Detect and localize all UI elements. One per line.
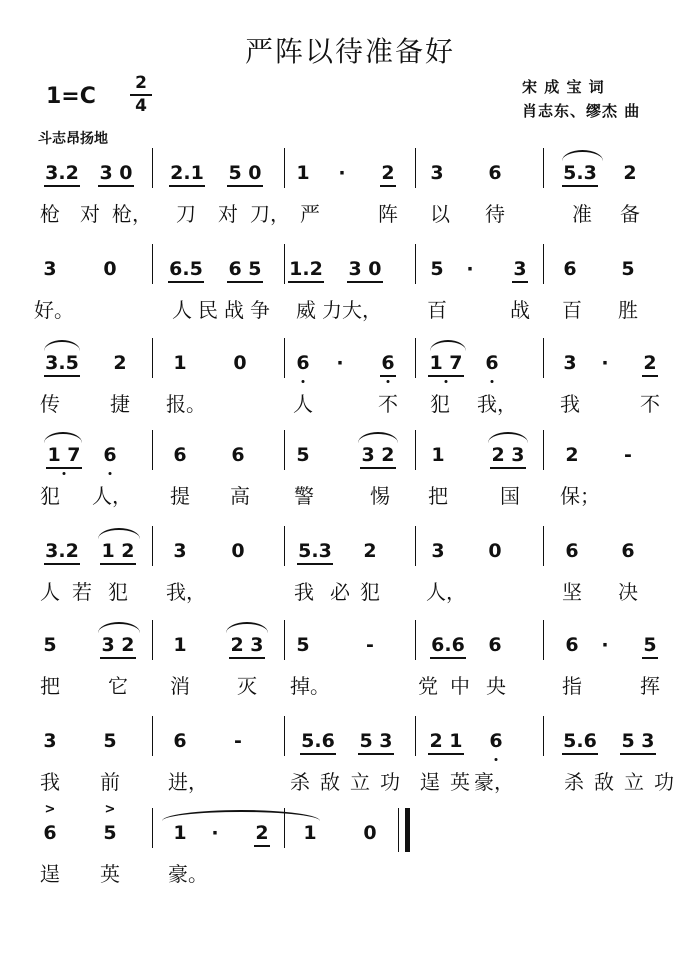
note: 3.5 — [45, 352, 79, 374]
slur — [226, 622, 268, 633]
lyric: 争 — [250, 298, 270, 322]
slur — [44, 432, 82, 443]
barline — [284, 430, 285, 470]
lyric: 大， — [342, 298, 382, 322]
lyric: 敌 — [594, 770, 614, 794]
lyric: 威 — [296, 298, 316, 322]
note-underline — [428, 753, 464, 755]
barline — [415, 620, 416, 660]
lyric: 我， — [166, 580, 206, 604]
note-underline — [100, 657, 136, 659]
final-barline — [405, 808, 410, 852]
octave-dot — [491, 380, 494, 383]
note: 3 — [431, 540, 445, 562]
octave-dot — [495, 758, 498, 761]
note-underline — [620, 753, 656, 755]
lyric: 对 — [218, 202, 238, 226]
note-underline — [288, 281, 324, 283]
slur — [430, 340, 466, 351]
note-underline — [46, 467, 82, 469]
lyric: 以 — [430, 202, 450, 226]
lyric: 力 — [322, 298, 342, 322]
key-signature: 1=C — [46, 84, 96, 109]
lyric: 豪。 — [168, 862, 208, 886]
note: 5 — [643, 634, 657, 656]
lyric: 逞 — [420, 770, 440, 794]
lyric: 人 — [40, 580, 60, 604]
time-signature — [130, 74, 152, 116]
barline — [543, 716, 544, 756]
lyric: 豪， — [474, 770, 514, 794]
note-underline — [44, 563, 80, 565]
meter-top: 2 — [135, 73, 147, 93]
note: 3 2 — [361, 444, 395, 466]
slur — [44, 340, 80, 351]
barline — [284, 620, 285, 660]
note: 1 — [431, 444, 445, 466]
barline — [152, 620, 153, 660]
note: 6 — [173, 730, 187, 752]
note-underline — [490, 467, 526, 469]
lyric: 百 — [562, 298, 582, 322]
lyric: 人 — [293, 392, 313, 416]
note: 3 — [563, 352, 577, 374]
note: 2 — [113, 352, 127, 374]
note-underline — [360, 467, 396, 469]
lyric: 对 — [80, 202, 100, 226]
lyric: 不 — [378, 392, 398, 416]
slur — [98, 622, 140, 633]
note: - — [234, 730, 242, 752]
note: 5.3 — [563, 162, 597, 184]
note: 3 0 — [348, 258, 382, 280]
note-underline — [562, 185, 598, 187]
note: 3 — [43, 258, 57, 280]
note-underline — [297, 563, 333, 565]
barline — [415, 430, 416, 470]
note: 2 1 — [429, 730, 463, 752]
note: 5 — [103, 822, 117, 844]
note: 3.2 — [45, 540, 79, 562]
slur — [98, 528, 140, 539]
barline — [152, 430, 153, 470]
tempo-marking: 斗志昂扬地 — [38, 131, 108, 147]
barline — [415, 338, 416, 378]
lyric: 坚 — [562, 580, 582, 604]
lyric: 逞 — [40, 862, 60, 886]
note: 6 — [43, 822, 57, 844]
note: 6 5 — [228, 258, 262, 280]
barline — [543, 526, 544, 566]
song-title: 严阵以待准备好 — [244, 35, 455, 68]
note-underline — [168, 281, 204, 283]
lyric: 百 — [427, 298, 447, 322]
barline — [152, 716, 153, 756]
barline — [152, 526, 153, 566]
note: 2 3 — [491, 444, 525, 466]
lyric: 待 — [485, 202, 505, 226]
lyric: 传 — [40, 392, 60, 416]
note-underline — [642, 375, 658, 377]
note: 1 2 — [101, 540, 135, 562]
note: 3 0 — [99, 162, 133, 184]
accent-mark: > — [104, 802, 116, 817]
lyric: 立 — [624, 770, 644, 794]
note-underline — [98, 185, 134, 187]
octave-dot — [387, 380, 390, 383]
accent-mark: > — [44, 802, 56, 817]
note: 6 — [485, 352, 499, 374]
lyric: 英 — [100, 862, 120, 886]
note: 6 — [381, 352, 395, 374]
octave-dot — [302, 380, 305, 383]
note: 2 — [381, 162, 395, 184]
lyric: 进， — [168, 770, 208, 794]
lyric: 中 — [450, 674, 470, 698]
lyric: 杀 — [564, 770, 584, 794]
lyric: 把 — [428, 484, 448, 508]
note-underline — [428, 375, 464, 377]
note: 5.6 — [301, 730, 335, 752]
note-underline — [254, 845, 270, 847]
note: 6 — [488, 634, 502, 656]
note: 3 2 — [101, 634, 135, 656]
note: 0 — [233, 352, 247, 374]
note: 2 — [565, 444, 579, 466]
lyricist-credit: 宋 成 宝 词 — [522, 78, 605, 96]
note: · — [466, 258, 474, 280]
barline — [398, 808, 399, 852]
lyric: 消 — [170, 674, 190, 698]
note: 2.1 — [170, 162, 204, 184]
lyric: 犯 — [360, 580, 380, 604]
lyric: 捷 — [110, 392, 130, 416]
note-underline — [44, 185, 80, 187]
slur — [162, 810, 320, 821]
barline — [543, 338, 544, 378]
lyric: 央 — [486, 674, 506, 698]
lyric: 严 — [300, 202, 320, 226]
note: 3 — [43, 730, 57, 752]
note: 1 — [296, 162, 310, 184]
barline — [152, 148, 153, 188]
note: · — [601, 634, 609, 656]
slur — [562, 150, 603, 161]
barline — [284, 526, 285, 566]
lyric: 警 — [294, 484, 314, 508]
note-underline — [430, 657, 466, 659]
octave-dot — [63, 472, 66, 475]
barline — [543, 430, 544, 470]
lyric: 敌 — [320, 770, 340, 794]
note: 6 — [489, 730, 503, 752]
barline — [284, 244, 285, 284]
lyric: 党 — [418, 674, 438, 698]
note: 0 — [363, 822, 377, 844]
note: 2 — [623, 162, 637, 184]
barline — [415, 244, 416, 284]
lyric: 前 — [100, 770, 120, 794]
note: 6 — [296, 352, 310, 374]
note: 1 — [173, 634, 187, 656]
lyric: 报。 — [166, 392, 206, 416]
note: 5 — [103, 730, 117, 752]
barline — [543, 244, 544, 284]
barline — [152, 808, 153, 848]
lyric: 人， — [92, 484, 132, 508]
note-underline — [380, 185, 396, 187]
lyric: 功 — [654, 770, 674, 794]
note: 5 — [621, 258, 635, 280]
note: 1 — [173, 822, 187, 844]
barline — [152, 338, 153, 378]
note: 3 — [513, 258, 527, 280]
lyric: 必 — [330, 580, 350, 604]
lyric: 挥 — [640, 674, 660, 698]
lyric: 若 — [72, 580, 92, 604]
lyric: 把 — [40, 674, 60, 698]
barline — [284, 716, 285, 756]
note: 1 7 — [429, 352, 463, 374]
lyric: 我 — [40, 770, 60, 794]
note: 2 — [255, 822, 269, 844]
lyric: 杀 — [290, 770, 310, 794]
note: 2 — [643, 352, 657, 374]
composer-credit: 肖志东、缪杰 曲 — [522, 102, 641, 120]
note-underline — [100, 563, 136, 565]
note: 5 — [296, 634, 310, 656]
lyric: 提 — [170, 484, 190, 508]
note-underline — [229, 657, 265, 659]
note: 5.6 — [563, 730, 597, 752]
lyric: 国 — [500, 484, 520, 508]
slur — [488, 432, 528, 443]
octave-dot — [109, 472, 112, 475]
note-underline — [300, 753, 336, 755]
lyric: 掉。 — [290, 674, 330, 698]
barline — [415, 716, 416, 756]
lyric: 功 — [380, 770, 400, 794]
note: 6 — [565, 540, 579, 562]
note: 5 3 — [621, 730, 655, 752]
lyric: 我， — [477, 392, 517, 416]
lyric: 我 — [294, 580, 314, 604]
note: 5 — [43, 634, 57, 656]
barline — [415, 526, 416, 566]
note: · — [336, 352, 344, 374]
note: 5.3 — [298, 540, 332, 562]
note: 6 — [103, 444, 117, 466]
note-underline — [358, 753, 394, 755]
note: - — [366, 634, 374, 656]
lyric: 决 — [618, 580, 638, 604]
slur — [358, 432, 398, 443]
barline — [284, 148, 285, 188]
note: · — [338, 162, 346, 184]
note-underline — [380, 375, 396, 377]
note: 2 3 — [230, 634, 264, 656]
note: 6 — [488, 162, 502, 184]
octave-dot — [445, 380, 448, 383]
note: 1 — [173, 352, 187, 374]
note: 1 — [303, 822, 317, 844]
note: - — [624, 444, 632, 466]
barline — [543, 620, 544, 660]
note: 0 — [231, 540, 245, 562]
note: 6 — [231, 444, 245, 466]
lyric: 惕 — [370, 484, 390, 508]
lyric: 立 — [350, 770, 370, 794]
meter-bottom: 4 — [135, 96, 147, 116]
note: 0 — [488, 540, 502, 562]
note: 5 — [430, 258, 444, 280]
note-underline — [227, 281, 263, 283]
lyric: 准 — [572, 202, 592, 226]
note: 1.2 — [289, 258, 323, 280]
lyric: 高 — [230, 484, 250, 508]
note-underline — [512, 281, 528, 283]
lyric: 保； — [560, 484, 600, 508]
lyric: 它 — [108, 674, 128, 698]
lyric: 枪 — [40, 202, 60, 226]
note: 3.2 — [45, 162, 79, 184]
lyric: 人 — [172, 298, 192, 322]
lyric: 犯 — [430, 392, 450, 416]
lyric: 阵 — [378, 202, 398, 226]
note-underline — [44, 375, 80, 377]
lyric: 英 — [450, 770, 470, 794]
lyric: 犯 — [40, 484, 60, 508]
note: 6 — [173, 444, 187, 466]
note-underline — [227, 185, 263, 187]
note: 5 — [296, 444, 310, 466]
note: 3 — [173, 540, 187, 562]
lyric: 犯 — [108, 580, 128, 604]
lyric: 战 — [224, 298, 244, 322]
lyric: 枪， — [112, 202, 152, 226]
lyric: 刀， — [250, 202, 290, 226]
note: 5 0 — [228, 162, 262, 184]
note: 6 — [565, 634, 579, 656]
lyric: 不 — [640, 392, 660, 416]
note-underline — [642, 657, 658, 659]
note-underline — [169, 185, 205, 187]
note: 0 — [103, 258, 117, 280]
lyric: 备 — [620, 202, 640, 226]
note: 1 7 — [47, 444, 81, 466]
note: 6 — [621, 540, 635, 562]
note: 6.5 — [169, 258, 203, 280]
lyric: 我 — [560, 392, 580, 416]
note-underline — [562, 753, 598, 755]
barline — [543, 148, 544, 188]
note: 3 — [430, 162, 444, 184]
lyric: 民 — [198, 298, 218, 322]
note: 6 — [563, 258, 577, 280]
barline — [415, 148, 416, 188]
lyric: 胜 — [618, 298, 638, 322]
note: · — [211, 822, 219, 844]
lyric: 指 — [562, 674, 582, 698]
lyric: 刀 — [176, 202, 196, 226]
lyric: 好。 — [34, 298, 74, 322]
note: 2 — [363, 540, 377, 562]
note: · — [601, 352, 609, 374]
barline — [284, 338, 285, 378]
lyric: 人， — [426, 580, 466, 604]
barline — [152, 244, 153, 284]
note-underline — [347, 281, 383, 283]
lyric: 战 — [510, 298, 530, 322]
lyric: 灭 — [237, 674, 257, 698]
note: 6.6 — [431, 634, 465, 656]
note: 5 3 — [359, 730, 393, 752]
